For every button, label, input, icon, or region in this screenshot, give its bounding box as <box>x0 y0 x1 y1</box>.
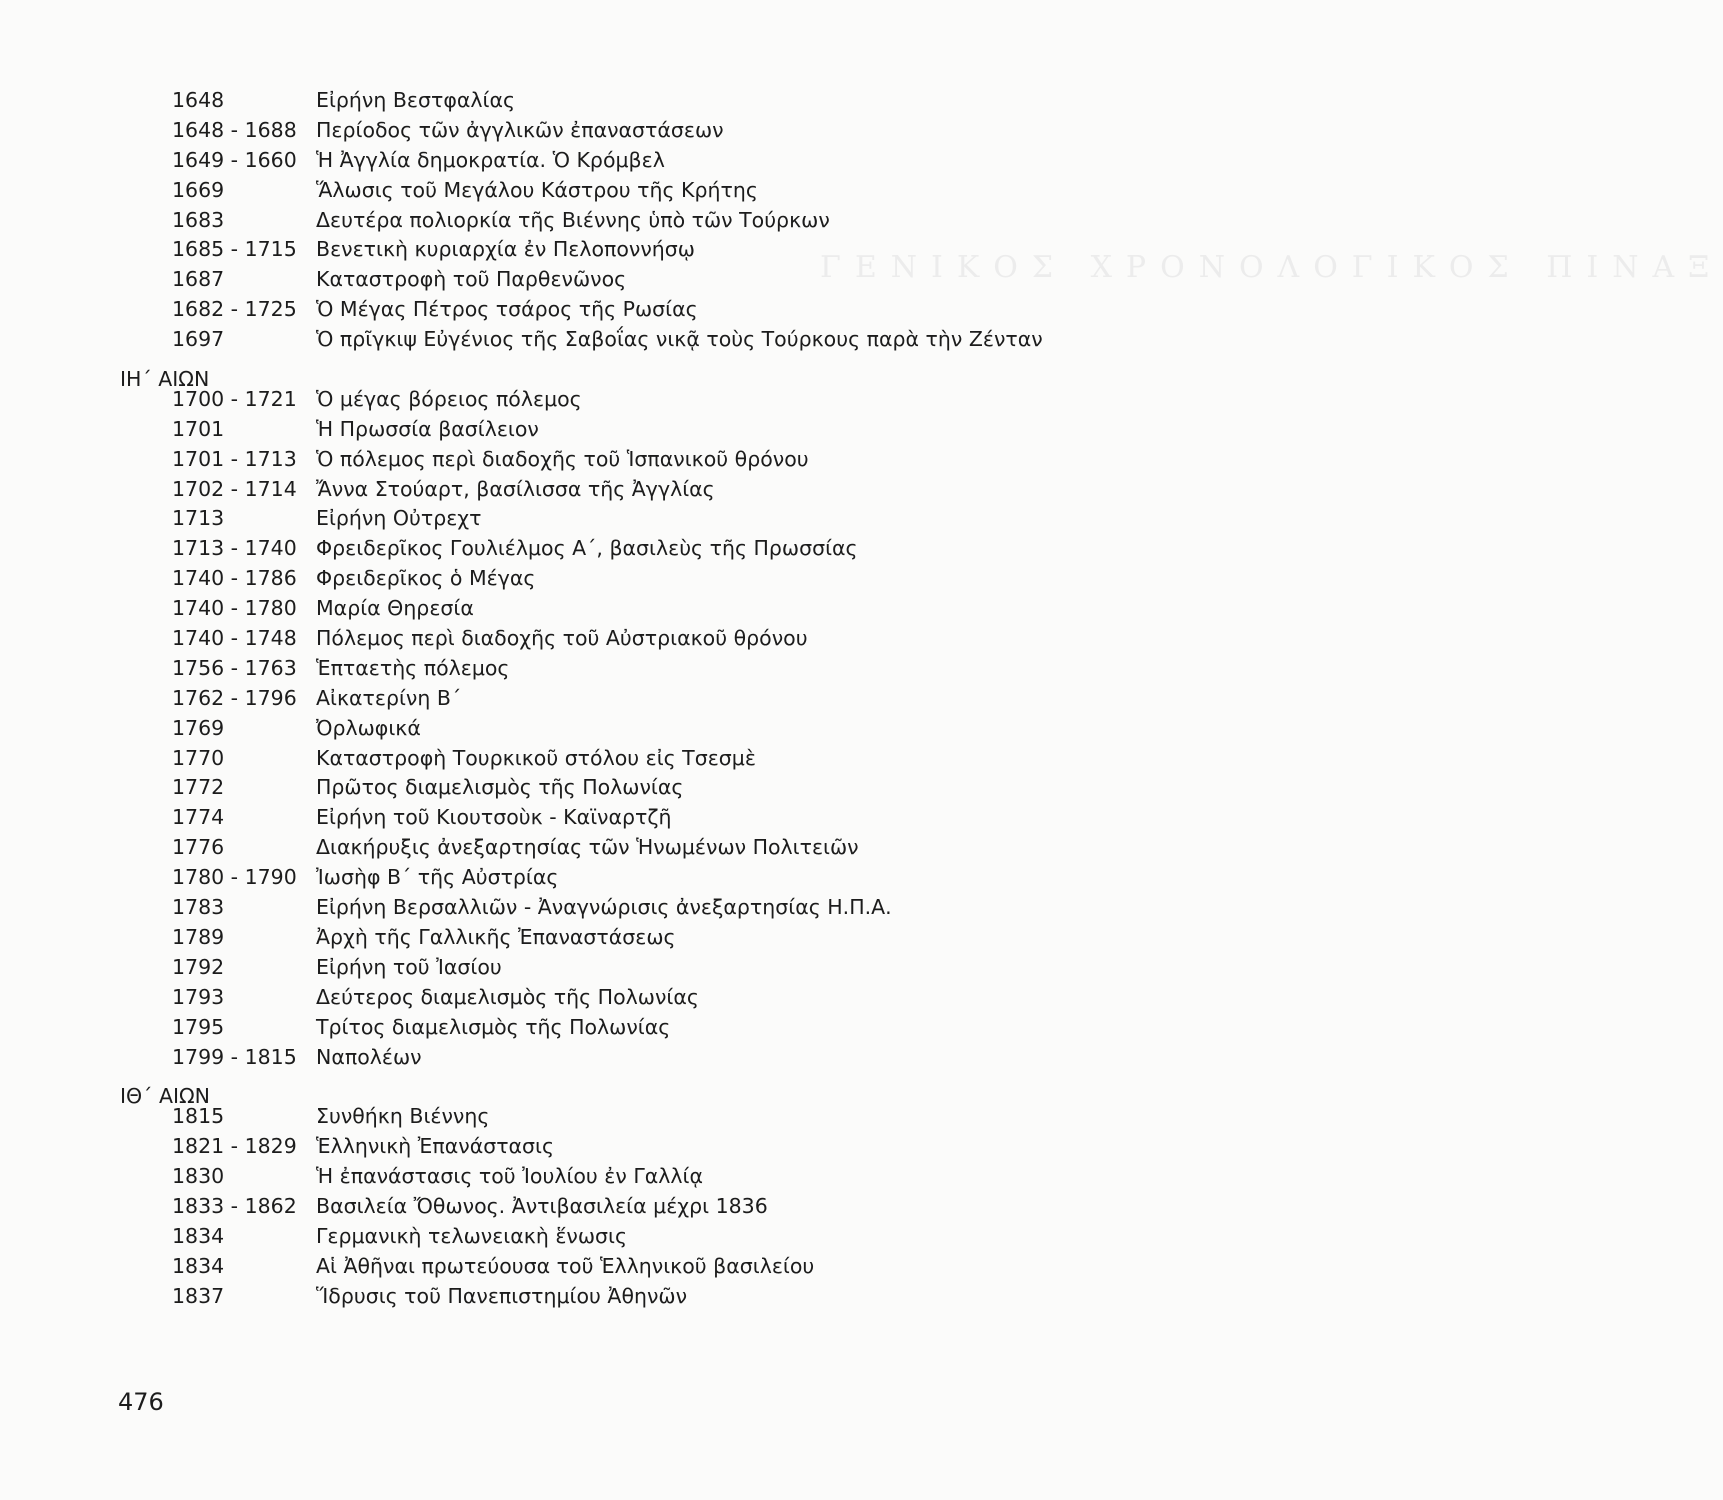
chronology-entry <box>0 295 1145 325</box>
chronology-entry <box>0 116 1145 146</box>
entry-event: Εἰρήνη Βεστφαλίας <box>316 88 515 112</box>
chronology-entry <box>0 773 1145 803</box>
entry-event: Ἑπταετὴς πόλεμος <box>316 655 510 680</box>
chronology-entry <box>0 325 1145 355</box>
chronology-entry <box>0 893 1145 923</box>
chronology-list <box>0 86 1145 1312</box>
chronology-entry <box>0 684 1145 714</box>
entry-date: 1756 - 1763 <box>172 655 297 680</box>
entry-date: 1821 - 1829 <box>172 1134 297 1159</box>
entry-date: 1685 - 1715 <box>172 237 297 262</box>
chronology-entry <box>0 265 1145 295</box>
entry-event: Ὁ μέγας βόρειος πόλεμος <box>316 386 582 411</box>
entry-date: 1783 <box>172 895 225 920</box>
chronology-entry <box>0 983 1145 1013</box>
entry-date: 1795 <box>172 1014 225 1039</box>
chronology-entry <box>0 1162 1145 1192</box>
chronology-entry <box>0 534 1145 564</box>
entry-event: Εἰρήνη τοῦ Ἰασίου <box>316 954 502 979</box>
entry-date: 1648 <box>172 88 225 112</box>
entry-event: Φρειδερῖκος ὁ Μέγας <box>316 566 536 591</box>
entry-event: Εἰρήνη Οὐτρεχτ <box>316 506 482 531</box>
entry-date: 1815 <box>172 1104 225 1129</box>
bleed-through-heading: ΓΕΝΙΚΟΣ ΧΡΟΝΟΛΟΓΙΚΟΣ ΠΙΝΑΞ <box>820 250 1723 285</box>
chronology-entry <box>0 744 1145 774</box>
entry-date: 1772 <box>172 775 225 800</box>
entry-event: Αἰκατερίνη Β΄ <box>316 685 462 710</box>
entry-date: 1830 <box>172 1164 225 1189</box>
chronology-entry <box>0 1222 1145 1252</box>
entry-date: 1769 <box>172 715 225 740</box>
entry-event: Αἱ Ἀθῆναι πρωτεύουσα τοῦ Ἑλληνικοῦ βασιλείου <box>316 1253 815 1278</box>
chronology-entry <box>0 953 1145 983</box>
chronology-entry <box>0 445 1145 475</box>
chronology-entry <box>0 415 1145 445</box>
entry-event: Εἰρήνη Βερσαλλιῶν - Ἀναγνώρισις ἀνεξαρτησίας Η.Π.Α. <box>316 895 892 920</box>
entry-date: 1834 <box>172 1253 225 1278</box>
page-number: 476 <box>118 1388 164 1416</box>
entry-date: 1687 <box>172 267 225 292</box>
entry-date: 1701 <box>172 416 225 441</box>
entry-event: Βενετικὴ κυριαρχία ἐν Πελοποννήσῳ <box>316 237 695 262</box>
chronology-entry <box>0 803 1145 833</box>
chronology-entry <box>0 624 1145 654</box>
entry-date: 1780 - 1790 <box>172 865 297 890</box>
century-heading-18 <box>0 355 1145 392</box>
entry-event: Τρίτος διαμελισμὸς τῆς Πολωνίας <box>316 1014 671 1039</box>
entry-event: Ὀρλωφικά <box>316 715 421 740</box>
entry-date: 1701 - 1713 <box>172 446 297 471</box>
entry-date: 1740 - 1786 <box>172 566 297 591</box>
chronology-entry <box>0 1132 1145 1162</box>
entry-event: Ναπολέων <box>316 1044 422 1069</box>
entry-event: Διακήρυξις ἀνεξαρτησίας τῶν Ἡνωμένων Πολιτειῶν <box>316 835 859 860</box>
section-heading: ΙΗ΄ ΑΙΩΝ <box>120 367 210 392</box>
entry-date: 1740 - 1780 <box>172 596 297 621</box>
entry-date: 1713 - 1740 <box>172 536 297 561</box>
entry-date: 1776 <box>172 835 225 860</box>
entry-event: Φρειδερῖκος Γουλιέλμος Α΄, βασιλεὺς τῆς Πρωσσίας <box>316 536 858 561</box>
entry-date: 1683 <box>172 207 225 232</box>
entry-event: Ἡ Ἀγγλία δημοκρατία. Ὁ Κρόμβελ <box>316 147 665 172</box>
entry-event: Εἰρήνη τοῦ Κιουτσοὺκ - Καϊναρτζῆ <box>316 805 672 830</box>
chronology-entry <box>0 1252 1145 1282</box>
chronology-entry <box>0 146 1145 176</box>
chronology-entry <box>0 86 1145 116</box>
chronology-entry <box>0 206 1145 236</box>
entry-date: 1649 - 1660 <box>172 147 297 172</box>
entry-date: 1740 - 1748 <box>172 626 297 651</box>
chronology-entry <box>0 1102 1145 1132</box>
entry-date: 1770 <box>172 745 225 770</box>
entry-event: Πόλεμος περὶ διαδοχῆς τοῦ Αὐστριακοῦ θρόνου <box>316 626 808 651</box>
entry-event: Καταστροφὴ Τουρκικοῦ στόλου εἰς Τσεσμὲ <box>316 745 756 770</box>
section-heading: ΙΘ΄ ΑΙΩΝ <box>120 1084 211 1109</box>
entry-event: Ἡ Πρωσσία βασίλειον <box>316 416 539 441</box>
chronology-entry <box>0 654 1145 684</box>
entry-event: Ἅλωσις τοῦ Μεγάλου Κάστρου τῆς Κρήτης <box>316 177 758 202</box>
entry-date: 1700 - 1721 <box>172 386 297 411</box>
entry-date: 1702 - 1714 <box>172 476 297 501</box>
entry-event: Ἄννα Στούαρτ, βασίλισσα τῆς Ἀγγλίας <box>316 476 715 501</box>
entry-date: 1774 <box>172 805 225 830</box>
entry-date: 1793 <box>172 984 225 1009</box>
entry-date: 1648 - 1688 <box>172 117 297 142</box>
entry-event: Γερμανικὴ τελωνειακὴ ἕνωσις <box>316 1223 628 1248</box>
chronology-entry <box>0 1013 1145 1043</box>
chronology-entry <box>0 833 1145 863</box>
entry-event: Δευτέρα πολιορκία τῆς Βιέννης ὑπὸ τῶν Τούρκων <box>316 207 830 232</box>
chronology-entry <box>0 564 1145 594</box>
entry-event: Δεύτερος διαμελισμὸς τῆς Πολωνίας <box>316 984 699 1009</box>
entry-event: Ὁ πρῖγκιψ Εὐγένιος τῆς Σαβοΐας νικᾷ τοὺς Τούρκους παρὰ τὴν Ζένταν <box>316 327 1043 352</box>
chronology-entry <box>0 1282 1145 1312</box>
entry-event: Καταστροφὴ τοῦ Παρθενῶνος <box>316 267 627 292</box>
entry-event: Περίοδος τῶν ἀγγλικῶν ἐπαναστάσεων <box>316 117 724 142</box>
chronology-entry <box>0 923 1145 953</box>
entry-event: Ὁ πόλεμος περὶ διαδοχῆς τοῦ Ἱσπανικοῦ θρόνου <box>316 446 809 471</box>
chronology-entry <box>0 176 1145 206</box>
century-heading-19 <box>0 1072 1145 1109</box>
entry-date: 1834 <box>172 1223 225 1248</box>
chronology-entry <box>0 594 1145 624</box>
chronology-entry <box>0 504 1145 534</box>
chronology-entry <box>0 714 1145 744</box>
entry-date: 1799 - 1815 <box>172 1044 297 1069</box>
chronology-entry <box>0 475 1145 505</box>
chronology-entry <box>0 1043 1145 1073</box>
entry-event: Ἡ ἐπανάστασις τοῦ Ἰουλίου ἐν Γαλλίᾳ <box>316 1164 704 1189</box>
chronology-entry <box>0 385 1145 415</box>
entry-date: 1837 <box>172 1283 225 1308</box>
entry-date: 1762 - 1796 <box>172 685 297 710</box>
entry-event: Ἀρχὴ τῆς Γαλλικῆς Ἐπαναστάσεως <box>316 924 676 949</box>
entry-date: 1792 <box>172 954 225 979</box>
entry-date: 1713 <box>172 506 225 531</box>
entry-date: 1682 - 1725 <box>172 297 297 322</box>
entry-event: Ἑλληνικὴ Ἐπανάστασις <box>316 1134 555 1159</box>
entry-event: Βασιλεία Ὄθωνος. Ἀντιβασιλεία μέχρι 1836 <box>316 1193 768 1218</box>
entry-event: Συνθήκη Βιέννης <box>316 1104 490 1129</box>
entry-event: Ἵδρυσις τοῦ Πανεπιστημίου Ἀθηνῶν <box>316 1283 688 1308</box>
chronology-entry <box>0 863 1145 893</box>
entry-date: 1789 <box>172 924 225 949</box>
chronology-entry <box>0 235 1145 265</box>
entry-date: 1697 <box>172 327 225 352</box>
entry-event: Πρῶτος διαμελισμὸς τῆς Πολωνίας <box>316 775 684 800</box>
chronology-entry <box>0 1192 1145 1222</box>
entry-date: 1833 - 1862 <box>172 1193 297 1218</box>
entry-event: Μαρία Θηρεσία <box>316 596 474 621</box>
entry-event: Ἰωσὴφ Β΄ τῆς Αὐστρίας <box>316 865 559 890</box>
entry-event: Ὁ Μέγας Πέτρος τσάρος τῆς Ρωσίας <box>316 297 698 322</box>
entry-date: 1669 <box>172 177 225 202</box>
